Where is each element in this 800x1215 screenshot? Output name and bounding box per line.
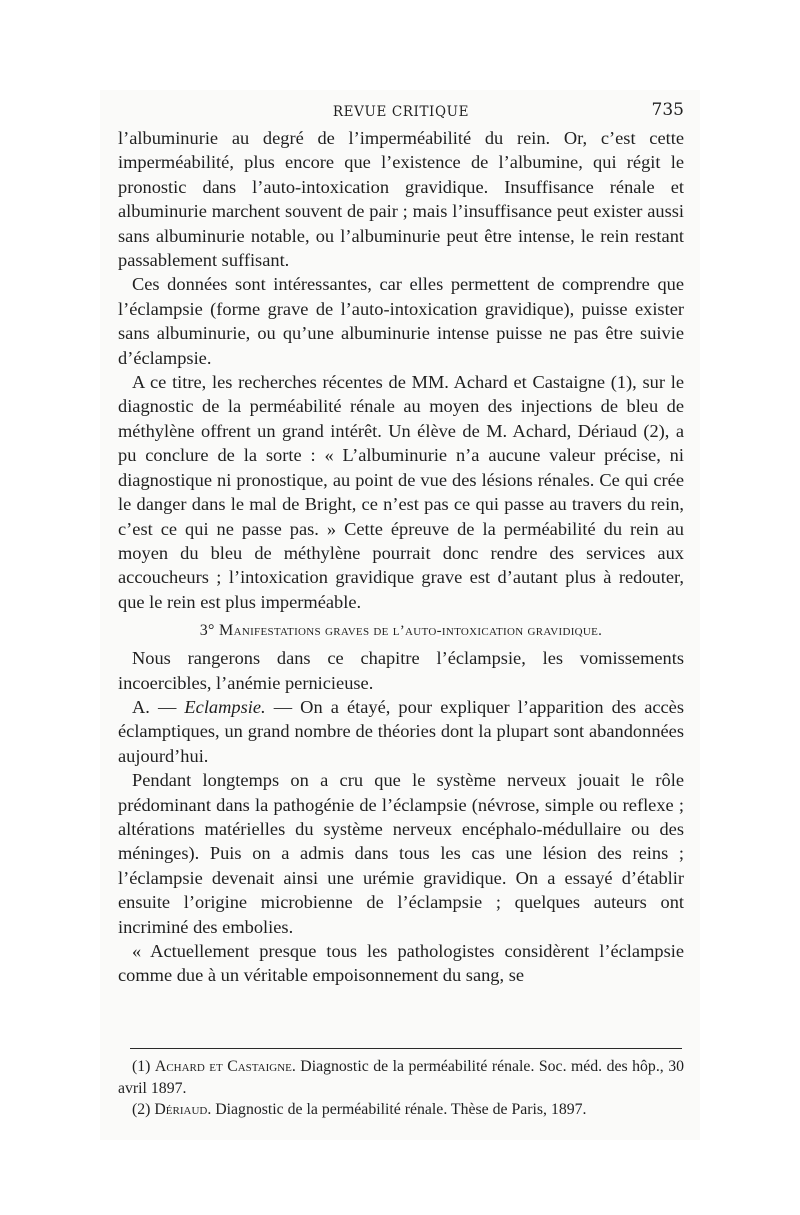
footnote-text: . Diagnostic de la perméabilité rénale. Thèse de Paris, 1897. — [207, 1101, 587, 1118]
footnote-marker: (1) — [132, 1058, 155, 1075]
paragraph-chapitre: Nous rangerons dans ce chapitre l’éclampsie, les vomissements incoercibles, l’anémie pernicieuse. — [118, 648, 684, 693]
footnote-marker: (2) — [132, 1101, 155, 1118]
footnote-text: . Diagnostic de la perméabilité rénale. Soc. méd. des hôp., 30 avril 1897. — [118, 1058, 684, 1097]
paragraph-actuellement: « Actuellement presque tous les pathologistes considèrent l’éclampsie comme due à un véritable empoisonnement du sang, se — [118, 941, 684, 986]
paragraph-recherches: A ce titre, les recherches récentes de MM. Achard et Castaigne (1), sur le diagnostic de la perméabilité rénale au moyen des injections de bleu de méthylène offrent un grand intérêt. Un élève de M. Achard, Dériaud (2), a pu conclure de la sorte : « L’albuminurie n’a aucune valeur précise, ni diagnostique ni pronostique, au point de vue des lésions rénales. Ce qui crée le danger dans le mal de Bright, ce n’est pas ce qui passe au travers du rein, c’est ce qui ne passe pas. » Cette épreuve de la perméabilité du rein au moyen du bleu de méthylène pourrait donc rendre des services aux accoucheurs ; l’intoxication gravidique grave est d’autant plus à redouter, que le rein est plus imperméable. — [118, 372, 684, 612]
page-header — [118, 98, 684, 126]
footnotes — [118, 1056, 684, 1121]
section-heading-rest: anifestations graves de l’auto-intoxication gravidique. — [233, 623, 603, 640]
footnote-divider — [130, 1048, 682, 1049]
eclampsie-title: Eclampsie. — [184, 696, 266, 717]
footnote-1 — [118, 1056, 684, 1099]
section-heading-lead: 3° M — [199, 622, 234, 640]
running-title: REVUE CRITIQUE — [332, 104, 470, 120]
eclampsie-lead: A. — — [132, 696, 185, 717]
footnote-authors: Dériaud — [154, 1101, 208, 1118]
body-text — [118, 126, 684, 988]
footnote-authors: Achard et Castaigne — [154, 1058, 292, 1075]
paragraph-systeme-nerveux: Pendant longtemps on a cru que le système nerveux jouait le rôle prédominant dans la pathogénie de l’éclampsie (névrose, simple ou reflexe ; altérations matérielles du système nerveux encéphalo-médullaire ou des méninges). Puis on a admis dans tous les cas une lésion des reins ; l’éclampsie devenait ainsi une urémie gravidique. On a essayé d’établir ensuite l’origine microbienne de l’éclampsie ; quelques auteurs ont incriminé des embolies. — [118, 770, 684, 937]
section-heading — [118, 620, 684, 642]
paragraph-eclampsie — [118, 695, 684, 768]
paragraph-continuation: l’albuminurie au degré de l’imperméabilité du rein. Or, c’est cette imperméabilité, plus encore que l’existence de l’albumine, qui régit le pronostic dans l’auto-intoxication gravidique. Insuffisance rénale et albuminurie marchent souvent de pair ; mais l’insuffisance peut exister aussi sans albuminurie notable, ou l’albuminurie peut être intense, le rein restant passablement suffisant. — [118, 128, 684, 271]
paragraph-donnees: Ces données sont intéressantes, car elles permettent de comprendre que l’éclampsie (forme grave de l’auto-intoxication gravidique), puisse exister sans albuminurie, ou qu’une albuminurie intense puisse ne pas être suivie d’éclampsie. — [118, 274, 684, 368]
eclampsie-text: — On a étayé, pour expliquer l’apparition des accès éclamptiques, un grand nombre de théories dont la plupart sont abandonnées aujourd’hui. — [118, 696, 684, 766]
footnote-2 — [118, 1099, 684, 1121]
page-number: 735 — [651, 100, 684, 120]
